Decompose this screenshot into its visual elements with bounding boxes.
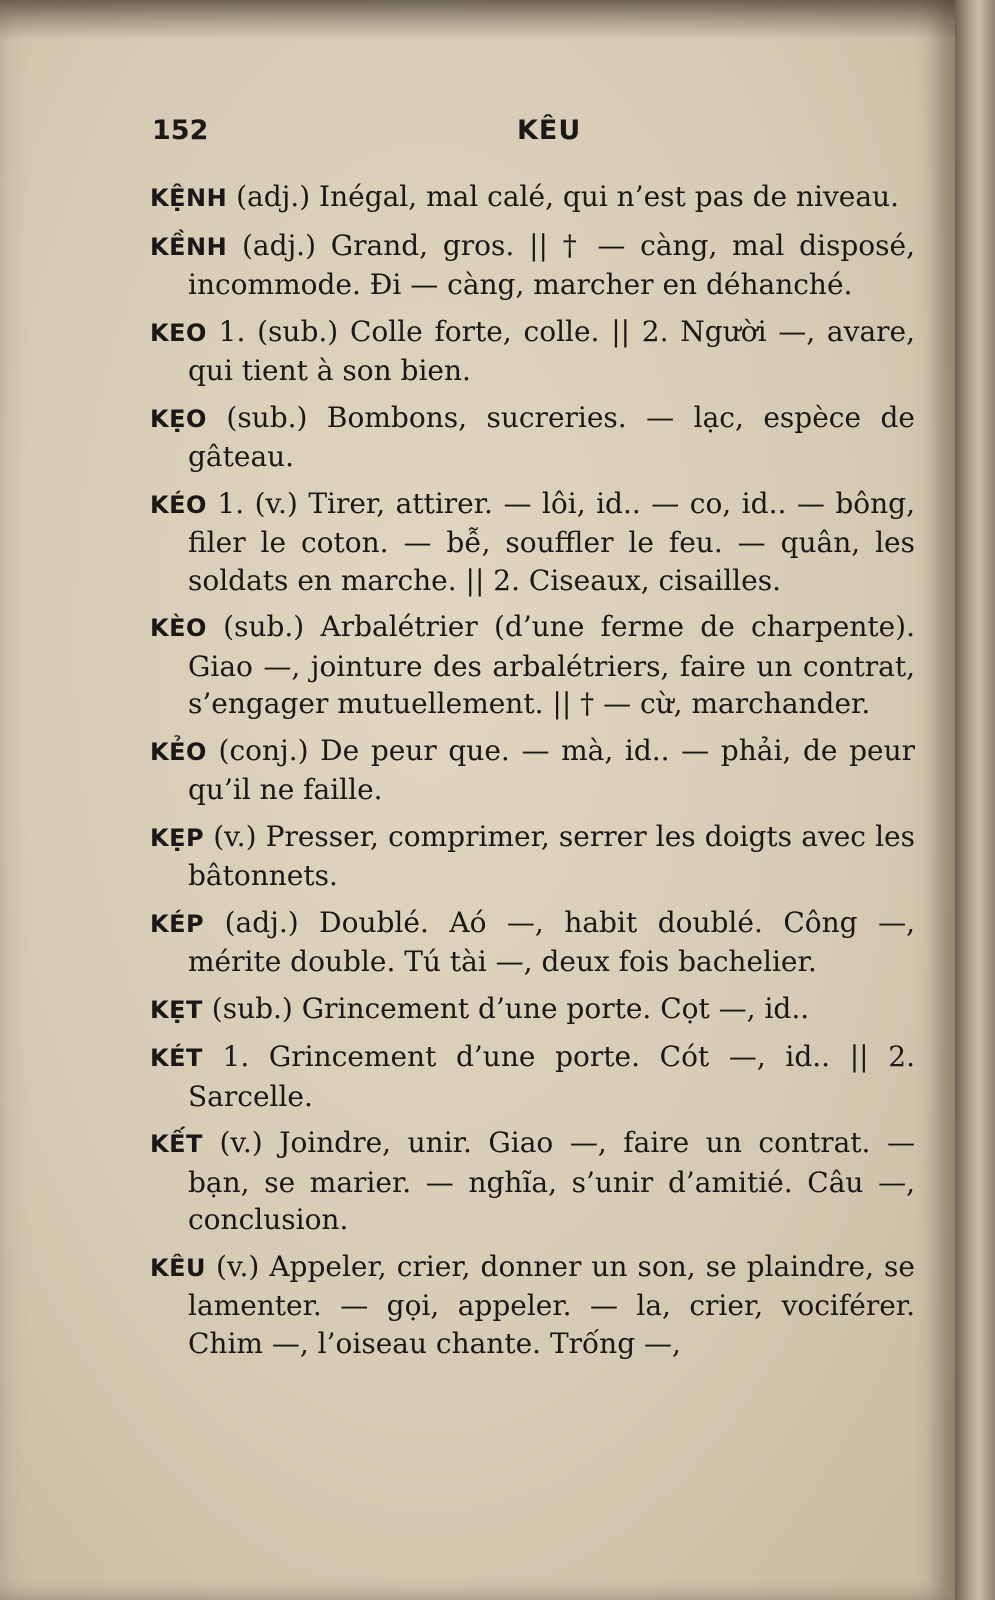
definition: (conj.) De peur que. — mà, id.. — phải, de peur qu’il ne faille. xyxy=(188,733,915,806)
definition: (sub.) Arbalétrier (d’une ferme de charpente). Giao —, jointure des arbalétriers, faire un contrat, s’engager mutuellement. || † — cừ, marchander. xyxy=(188,610,916,720)
entry-keo-4 xyxy=(150,608,915,723)
entry-ket-1 xyxy=(150,990,915,1030)
entry-kep-2 xyxy=(150,904,915,981)
headword: KẾT xyxy=(150,1130,203,1158)
headword: KẸP xyxy=(150,823,205,852)
definition: (sub.) Grincement d’une porte. Cọt —, id.. xyxy=(211,991,810,1025)
headword: KÉT xyxy=(150,1044,203,1072)
definition: 1. (sub.) Colle forte, colle. || 2. Người —, avare, qui tient à son bien. xyxy=(188,314,915,387)
headword: KEO xyxy=(150,318,207,347)
definition: 1. (v.) Tirer, attirer. — lôi, id.. — co, id.. — bông, filer le coton. — bễ, souffler le feu. — quân, les soldats en marche. || 2. Ciseaux, cisailles. xyxy=(188,486,915,597)
entry-ket-3 xyxy=(150,1124,915,1239)
definition: (v.) Appeler, crier, donner un son, se plaindre, se lamenter. — gọi, appeler. — la, crier, vociférer. Chim —, l’oiseau chante. Trống —, xyxy=(188,1249,915,1360)
headword: KẺO xyxy=(150,737,207,766)
definition: (v.) Joindre, unir. Giao —, faire un contrat. — bạn, se marier. — nghĩa, s’unir d’amitié. Câu —, conclusion. xyxy=(188,1126,916,1236)
page-number: 152 xyxy=(152,115,209,146)
page-edge xyxy=(955,0,995,1600)
headword: KÈO xyxy=(150,614,207,642)
entry-kenh-2 xyxy=(150,227,915,304)
headword: KỆNH xyxy=(150,184,228,212)
entry-keo-2 xyxy=(150,399,915,476)
definition: (v.) Presser, comprimer, serrer les doigts avec les bâtonnets. xyxy=(188,819,915,892)
entry-keo-3 xyxy=(150,485,915,600)
running-head: KÊU xyxy=(517,115,582,146)
page-header xyxy=(152,115,912,155)
headword: KÉP xyxy=(150,909,205,938)
top-shadow xyxy=(0,0,955,40)
headword: KẸT xyxy=(150,995,203,1024)
entry-keu xyxy=(150,1248,915,1363)
headword: KẸO xyxy=(150,404,207,433)
definition: (adj.) Doublé. Aó —, habit doublé. Công —, mérite double. Tú tài —, deux fois bachelier. xyxy=(188,905,915,978)
entry-ket-2 xyxy=(150,1038,915,1115)
definition: (adj.) Inégal, mal calé, qui n’est pas de niveau. xyxy=(236,180,899,213)
dictionary-entries xyxy=(150,178,915,1371)
definition: (sub.) Bombons, sucreries. — lạc, espèce de gâteau. xyxy=(188,400,915,473)
entry-kenh-1 xyxy=(150,178,915,218)
definition: (adj.) Grand, gros. || † — càng, mal disposé, incommode. Đi — càng, marcher en déhanché. xyxy=(188,228,915,301)
entry-keo-5 xyxy=(150,732,915,809)
headword: KÉO xyxy=(150,490,207,519)
definition: 1. Grincement d’une porte. Cót —, id.. || 2. Sarcelle. xyxy=(188,1040,915,1113)
headword: KỀNH xyxy=(150,232,228,261)
headword: KÊU xyxy=(150,1253,206,1282)
entry-kep-1 xyxy=(150,818,915,895)
entry-keo-1 xyxy=(150,313,915,390)
